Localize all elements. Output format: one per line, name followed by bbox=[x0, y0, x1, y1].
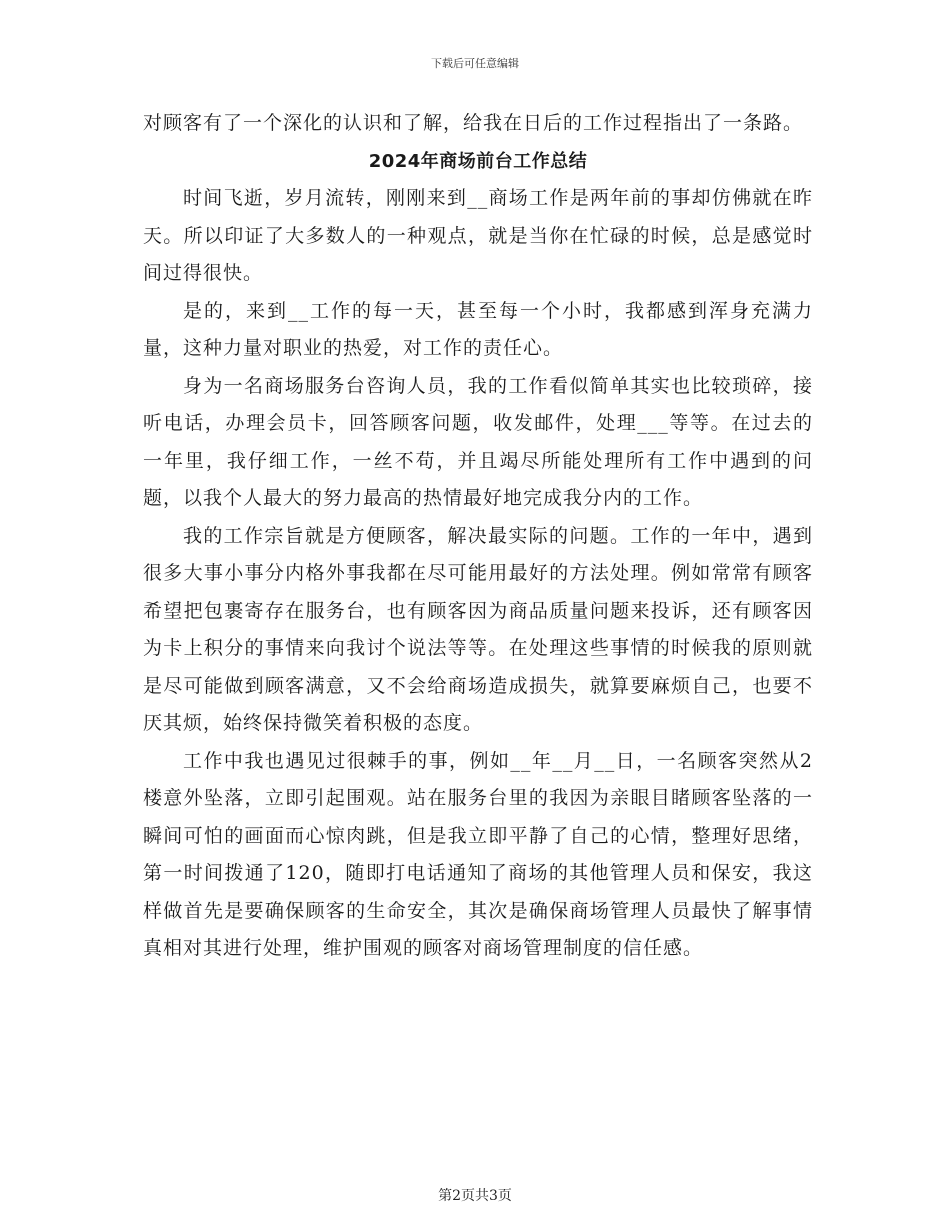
body-paragraph-4: 我的工作宗旨就是方便顾客，解决最实际的问题。工作的一年中，遇到很多大事小事分内格外事我都在尽可能用最好的方法处理。例如常常有顾客希望把包裹寄存在服务台，也有顾客因为商品质量问题来投诉，还有顾客因为卡上积分的事情来向我讨个说法等等。在处理这些事情的时候我的原则就是尽可能做到顾客满意，又不会给商场造成损失，就算要麻烦自己，也要不厌其烦，始终保持微笑着积极的态度。 bbox=[143, 524, 813, 734]
page-header: 下载后可任意编辑 bbox=[431, 57, 519, 70]
body-paragraph-1: 时间飞逝，岁月流转，刚刚来到__商场工作是两年前的事却仿佛就在昨天。所以印证了大多数人的一种观点，就是当你在忙碌的时候，总是感觉时间过得很快。 bbox=[143, 187, 813, 284]
page-footer: 第2页共3页 bbox=[438, 1188, 512, 1204]
continuation-paragraph: 对顾客有了一个深化的认识和了解，给我在日后的工作过程指出了一条路。 bbox=[143, 112, 804, 134]
document-body bbox=[143, 105, 813, 968]
body-paragraph-2: 是的，来到__工作的每一天，甚至每一个小时，我都感到浑身充满力量，这种力量对职业的热爱，对工作的责任心。 bbox=[143, 299, 813, 359]
document-title: 2024年商场前台工作总结 bbox=[368, 150, 588, 172]
body-paragraph-3: 身为一名商场服务台咨询人员，我的工作看似简单其实也比较琐碎，接听电话，办理会员卡，回答顾客问题，收发邮件，处理___等等。在过去的一年里，我仔细工作，一丝不苟，并且竭尽所能处理所有工作中遇到的问题，以我个人最大的努力最高的热情最好地完成我分内的工作。 bbox=[143, 374, 813, 509]
body-paragraph-5: 工作中我也遇见过很棘手的事，例如__年__月__日，一名顾客突然从2楼意外坠落，立即引起围观。站在服务台里的我因为亲眼目睹顾客坠落的一瞬间可怕的画面而心惊肉跳，但是我立即平静了自己的心情，整理好思绪，第一时间拨通了120，随即打电话通知了商场的其他管理人员和保安，我这样做首先是要确保顾客的生命安全，其次是确保商场管理人员最快了解事情真相对其进行处理，维护围观的顾客对商场管理制度的信任感。 bbox=[143, 749, 813, 959]
